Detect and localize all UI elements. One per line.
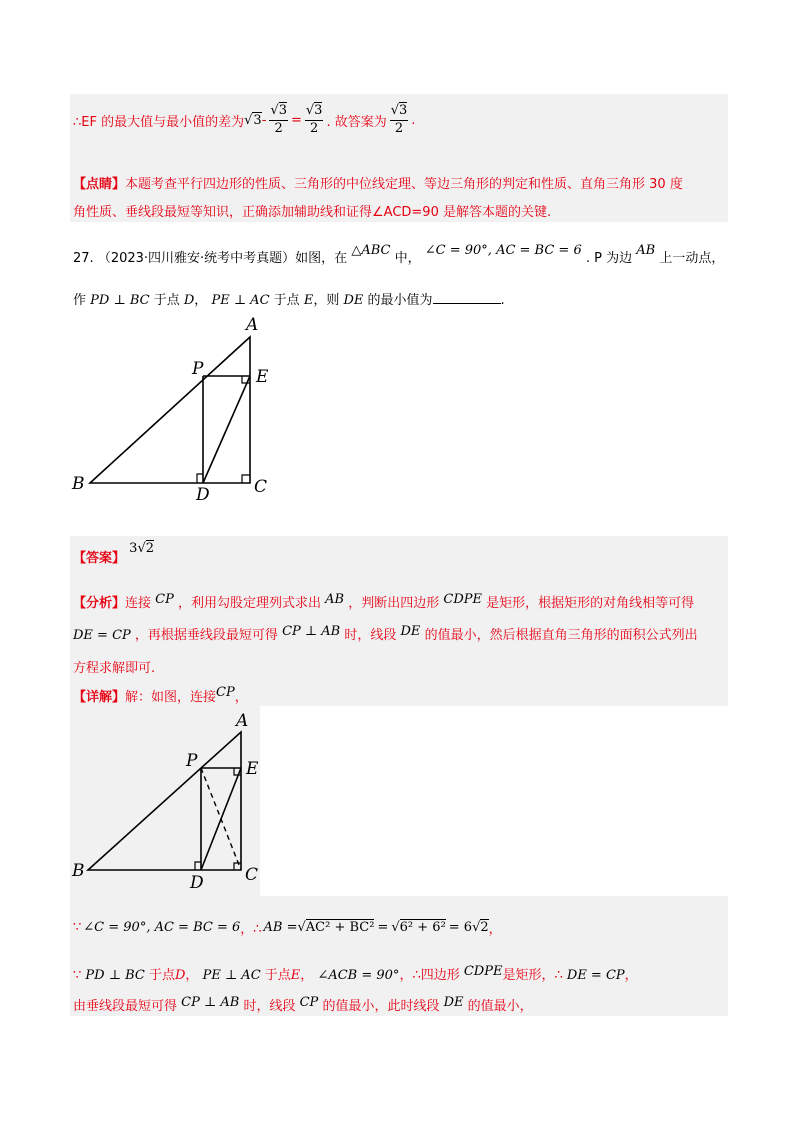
label-b-2: B xyxy=(72,861,85,881)
xiangjie-line: 【详解】解：如图，连接CP， xyxy=(73,685,248,705)
ef-difference-line: ∴EF 的最大值与最小值的差为 √3 - $\frac{√3}{2}$ = $\frac{√3}{2}$ . 故答案为 $\frac{√3}{2}$ . xyxy=(73,102,416,136)
label-d-2: D xyxy=(190,873,204,893)
answer-value: 3√2 xyxy=(129,541,155,556)
xiangjie-tag: 【详解】 xyxy=(73,690,126,705)
dianjing-line-2: 角性质、垂线段最短等知识，正确添加辅助线和证得∠ACD=90 是解答本题的关键. xyxy=(73,205,552,220)
fraction-1: $\frac{√3}{2}$ xyxy=(270,102,287,136)
label-p: P xyxy=(192,359,204,379)
right-angle-mark-d-2 xyxy=(195,862,201,870)
fenxi-line-2: DE = CP ，再根据垂线段最短可得 CP ⊥ AB 时，线段 DE 的值最小，然后根据直角三角形的面积公式列出 xyxy=(73,624,698,643)
question-line-1: 27. （2023·四川雅安·统考中考真题）如图，在 △ABC 中， ∠C = 90°, AC = BC = 6 . P 为边 AB 上一动点， xyxy=(73,243,725,266)
solution-line-1: ∵ ∠C = 90°, AC = BC = 6 ，∴ AB = √AC² + BC² = √6² + 6² = 6 √2 ， xyxy=(73,920,502,937)
fenxi-tag: 【分析】 xyxy=(73,596,126,611)
fraction-3: $\frac{√3}{2}$ xyxy=(390,102,408,136)
right-angle-mark-d xyxy=(197,474,203,483)
label-p-2: P xyxy=(186,751,198,771)
right-angle-mark-c xyxy=(242,475,250,483)
label-c: C xyxy=(254,477,268,497)
segment-de xyxy=(203,376,250,483)
label-a: A xyxy=(246,315,259,335)
label-e-2: E xyxy=(246,759,259,779)
fenxi-line-1: 【分析】连接 CP ，利用勾股定理列式求出 AB ，判断出四边形 CDPE 是矩形，根据矩形的对角线相等可得 xyxy=(73,592,695,611)
triangle-figure-with-cp xyxy=(68,706,268,896)
dianjing-line-1: 【点睛】本题考查平行四边形的性质、三角形的中位线定理、等边三角形的判定和性质、直角三角形 30 度 xyxy=(73,177,683,192)
answer-blank xyxy=(433,291,501,304)
answer-line xyxy=(73,541,155,566)
label-a-2: A xyxy=(236,711,249,731)
fenxi-line-3: 方程求解即可. xyxy=(73,661,156,676)
triangle-figure xyxy=(68,312,288,502)
answer-tag: 【答案】 xyxy=(73,551,126,566)
label-c-2: C xyxy=(245,865,259,885)
dianjing-tag: 【点睛】 xyxy=(73,177,126,192)
question-number: 27. xyxy=(73,251,94,266)
solution-line-3: 由垂线段最短可得 CP ⊥ AB 时，线段 CP 的值最小，此时线段 DE 的值最小， xyxy=(73,995,533,1014)
solution-line-2: ∵ PD ⊥ BC 于点D， PE ⊥ AC 于点E， ∠ACB = 90°，∴四边形 CDPE是矩形，∴ DE = CP， xyxy=(73,964,638,983)
label-b: B xyxy=(72,474,85,494)
label-d: D xyxy=(196,485,210,502)
label-e: E xyxy=(256,367,269,387)
answer-box xyxy=(70,536,728,706)
triangle-abc xyxy=(90,337,250,483)
question-line-2: 作 PD ⊥ BC 于点 D， PE ⊥ AC 于点 E，则 DE 的最小值为 . xyxy=(73,293,505,308)
triangle-abc-2 xyxy=(88,732,241,870)
fraction-2: $\frac{√3}{2}$ xyxy=(305,102,323,136)
